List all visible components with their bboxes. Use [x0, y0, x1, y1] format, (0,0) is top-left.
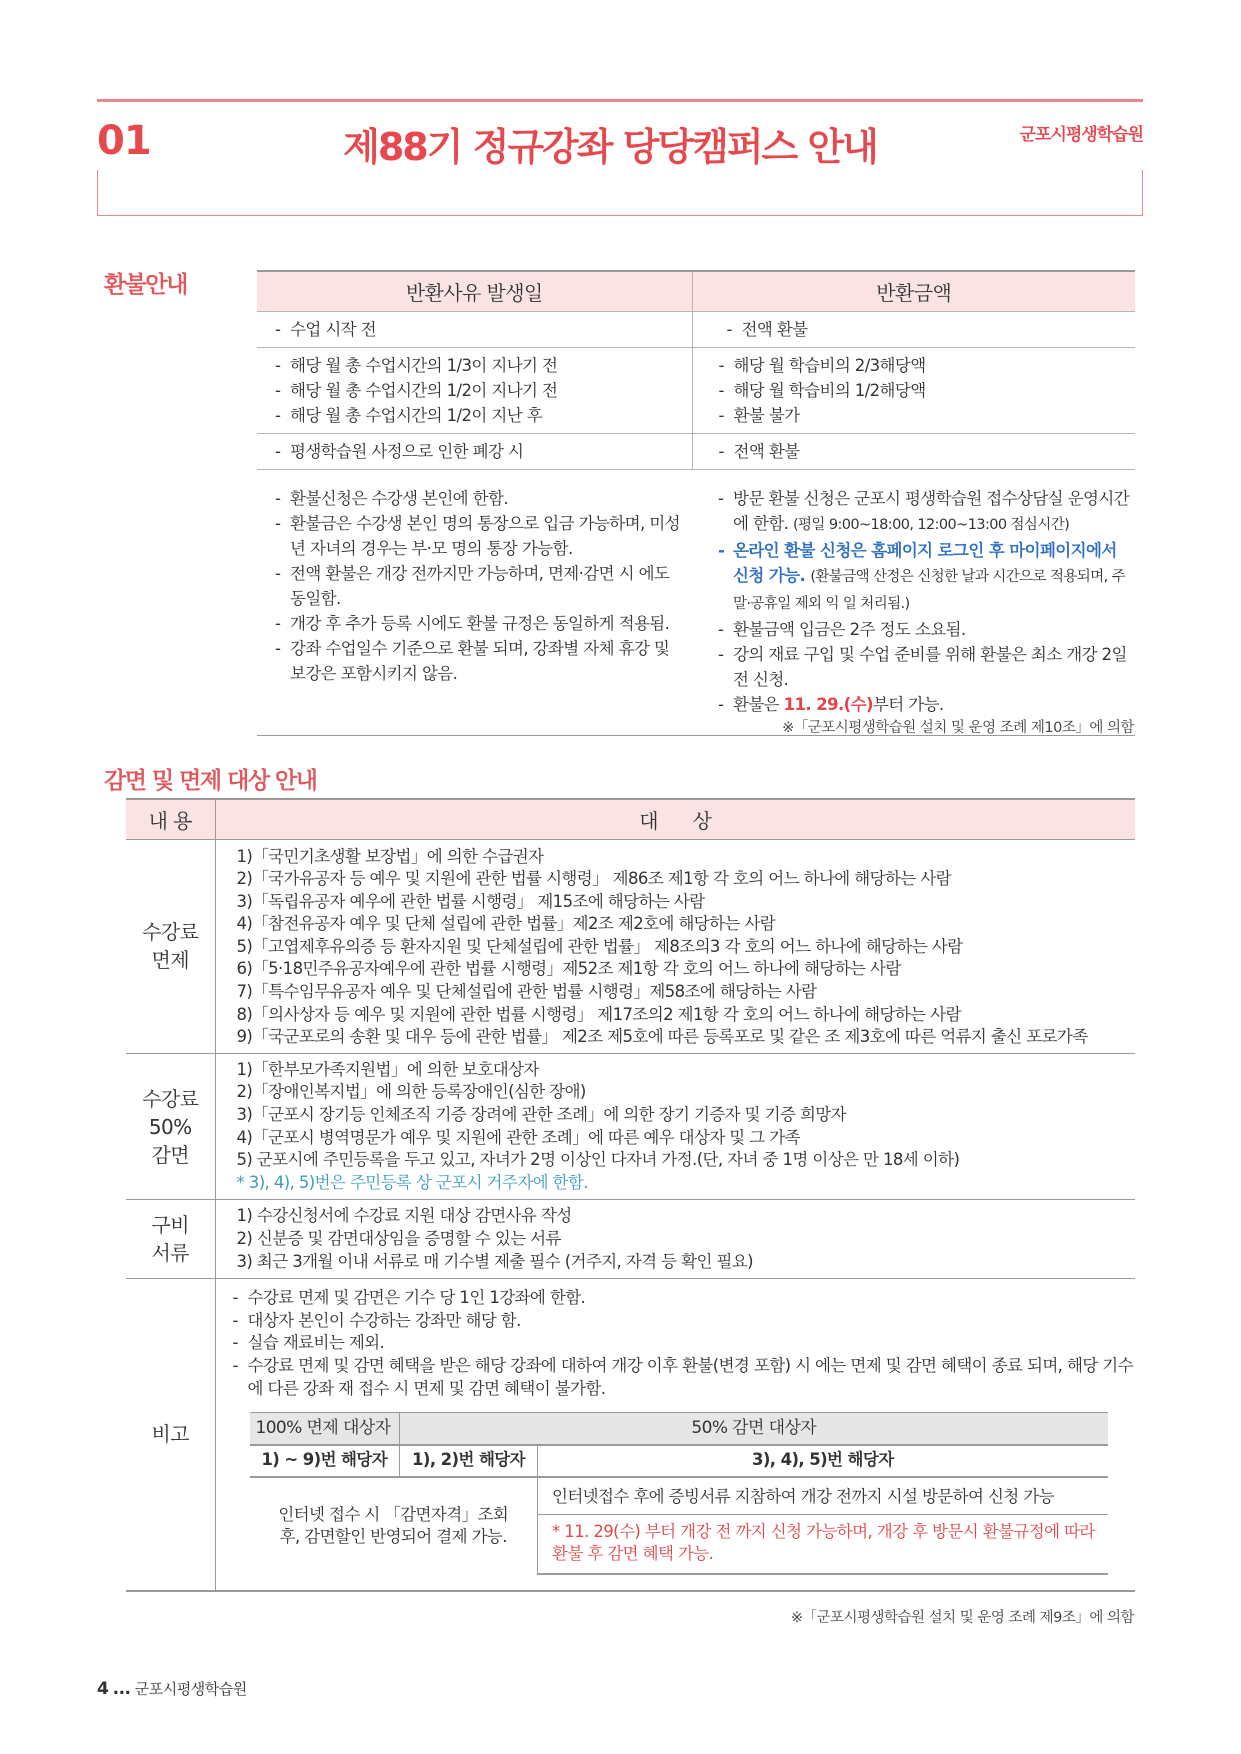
refund-cell: - 해당 월 총 수업시간의 1/2이 지난 후: [275, 403, 692, 428]
refund-cell: - 전액 환불: [727, 317, 1136, 342]
inner-online: 인터넷 접수 시 「감면자격」조회 후, 감면할인 반영되어 결제 가능.: [250, 1477, 538, 1574]
refund-note: - 강의 재료 구입 및 수업 준비를 위해 환불은 최소 개강 2일 전 신청.: [718, 642, 1135, 692]
discount-row-exempt: [126, 839, 1135, 1053]
refund-note-online: - 온라인 환불 신청은 홈페이지 로그인 후 마이페이지에서 신청 가능. (환불금액 산정은 신청한 날과 시간으로 적용되며, 주말·공휴일 제외 익 일 처리됨.): [718, 538, 1135, 617]
remark-item: - 수강료 면제 및 감면은 기수 당 1인 1강좌에 한함.: [233, 1287, 1136, 1310]
refund-cell: - 환불 불가: [719, 403, 1136, 428]
discount-row-half: [126, 1053, 1135, 1200]
refund-notes-row: [257, 469, 1135, 735]
docs-item: 1) 수강신청서에 수강료 지원 대상 감면사유 작성: [236, 1206, 572, 1226]
refund-cell: - 해당 월 총 수업시간의 1/3이 지나기 전: [275, 353, 692, 378]
discount-header-row: [126, 799, 1135, 839]
inner-sub-half-b: 3), 4), 5)번 해당자: [538, 1445, 1108, 1477]
refund-cell: - 해당 월 총 수업시간의 1/2이 지나기 전: [275, 378, 692, 403]
refund-cell: - 해당 월 학습비의 1/2해당액: [719, 378, 1136, 403]
inner-sub-full: 1) ~ 9)번 해당자: [250, 1445, 400, 1477]
refund-note: - 강좌 수업일수 기준으로 환불 되며, 강좌별 자체 휴강 및 보강은 포함시키지 않음.: [275, 636, 682, 686]
half-item: 3)「군포시 장기등 인체조직 기증 장려에 관한 조례」에 의한 장기 기증자 및 기증 희망자: [236, 1105, 846, 1125]
half-item: 1)「한부모가족지원법」에 의한 보호대상자: [236, 1059, 539, 1079]
refund-note-date: - 환불은 11. 29.(수)부터 가능.: [718, 692, 1135, 717]
footer-dots: ...: [112, 1679, 131, 1699]
inner-visit-note: * 11. 29(수) 부터 개강 전 까지 신청 가능하며, 개강 후 방문시 환불규정에 따라 환불 후 감면 혜택 가능.: [538, 1514, 1108, 1574]
half-item: 2)「장애인복지법」에 의한 등록장애인(심한 장애): [236, 1082, 586, 1102]
refund-note: - 환불신청은 수강생 본인에 한함.: [275, 486, 682, 511]
exempt-label: 수강료 면제: [126, 839, 215, 1053]
exempt-item: 6)「5·18민주유공자예우에 관한 법률 시행령」제52조 제1항 각 호의 어느 하나에 해당하는 사람: [236, 959, 901, 979]
exempt-item: 9)「국군포로의 송환 및 대우 등에 관한 법률」 제2조 제5호에 따른 등록포로 및 같은 조 제3호에 따른 억류지 출신 포로가족: [236, 1027, 1088, 1047]
discount-source: ※「군포시평생학습원 설치 및 운영 조례 제9조」에 의함: [790, 1610, 1134, 1626]
docs-item: 2) 신분증 및 감면대상임을 증명할 수 있는 서류: [236, 1229, 561, 1248]
half-item: 4)「군포시 병역명문가 예우 및 지원에 관한 조례」에 따른 예우 대상자 및 그 가족: [236, 1127, 800, 1147]
refund-cell: - 평생학습원 사정으로 인한 폐강 시: [275, 439, 692, 464]
exempt-item: 8)「의사상자 등 예우 및 지원에 관한 법률 시행령」 제17조의2 제1항 각 호의 어느 하나에 해당하는 사람: [236, 1004, 961, 1024]
half-note: * 3), 4), 5)번은 주민등록 상 군포시 거주자에 한함.: [236, 1172, 588, 1192]
remark-label: 비고: [126, 1279, 215, 1591]
exempt-item: 3)「독립유공자 예우에 관한 법률 시행령」 제15조에 해당하는 사람: [236, 891, 705, 911]
section-number: 01: [97, 118, 151, 164]
inner-visit: 인터넷접수 후에 증빙서류 지참하여 개강 전까지 시설 방문하여 신청 가능: [538, 1477, 1108, 1515]
refund-note: - 방문 환불 신청은 군포시 평생학습원 접수상담실 운영시간에 한함. (평일 9:00~18:00, 12:00~13:00 점심시간): [718, 486, 1135, 538]
discount-col-content: 내 용: [126, 799, 215, 839]
refund-section-title: 환불안내: [104, 272, 187, 298]
refund-row: [257, 433, 1135, 469]
exempt-item: 7)「특수임무유공자 예우 및 단체설립에 관한 법률 시행령」제58조에 해당하는 사람: [236, 982, 817, 1002]
remark-detail-table: [250, 1412, 1108, 1575]
exempt-item: 2)「국가유공자 등 예우 및 지원에 관한 법률 시행령」 제86조 제1항 각 호의 어느 하나에 해당하는 사람: [236, 869, 951, 889]
remark-item: - 수강료 면제 및 감면 혜택을 받은 해당 강좌에 대하여 개강 이후 환불(변경 포함) 시 에는 면제 및 감면 혜택이 종료 되며, 해당 기수에 다른 강좌 재 접수 시 면제 및 감면 혜택이 불가함.: [233, 1355, 1136, 1400]
header-frame: [97, 170, 1143, 216]
refund-header-row: [257, 271, 1135, 311]
refund-note: - 개강 후 추가 등록 시에도 환불 규정은 동일하게 적용됨.: [275, 611, 682, 636]
discount-row-docs: [126, 1200, 1135, 1279]
refund-note: - 전액 환불은 개강 전까지만 가능하며, 면제·감면 시 에도 동일함.: [275, 561, 682, 611]
half-label: 수강료 50% 감면: [126, 1053, 215, 1200]
refund-row: [257, 311, 1135, 347]
exempt-item: 1)「국민기초생활 보장법」에 의한 수급권자: [236, 846, 544, 866]
docs-item: 3) 최근 3개월 이내 서류로 매 기수별 제출 필수 (거주지, 자격 등 확인 필요): [236, 1251, 753, 1271]
exempt-item: 4)「참전유공자 예우 및 단체 설립에 관한 법률」제2조 제2호에 해당하는 사람: [236, 914, 776, 934]
refund-cell: - 전액 환불: [719, 439, 1136, 464]
refund-cell: - 수업 시작 전: [275, 317, 692, 342]
inner-col-full: 100% 면제 대상자: [250, 1413, 400, 1445]
header-org: 군포시평생학습원: [1019, 125, 1143, 145]
inner-header-row: [250, 1413, 1108, 1445]
refund-note: - 환불금액 입금은 2주 정도 소요됨.: [718, 617, 1135, 642]
page-footer: [97, 1678, 247, 1699]
discount-col-target: 대 상: [215, 799, 1135, 839]
discount-table: [126, 798, 1135, 1592]
remark-item: - 실습 재료비는 제외.: [233, 1332, 1136, 1355]
discount-section-title: 감면 및 면제 대상 안내: [104, 768, 317, 794]
docs-label: 구비 서류: [126, 1200, 215, 1279]
inner-row: [250, 1477, 1108, 1515]
page-title: 제88기 정규강좌 당당캠퍼스 안내: [343, 125, 877, 169]
refund-col-amount: 반환금액: [692, 271, 1135, 311]
inner-sub-half-a: 1), 2)번 해당자: [400, 1445, 538, 1477]
refund-note: - 환불금은 수강생 본인 명의 통장으로 입금 가능하며, 미성년 자녀의 경우는 부·모 명의 통장 가능함.: [275, 511, 682, 561]
half-item: 5) 군포시에 주민등록을 두고 있고, 자녀가 2명 이상인 다자녀 가정.(단, 자녀 중 1명 이상은 만 18세 이하): [236, 1150, 960, 1170]
inner-sub-row: [250, 1445, 1108, 1477]
refund-cell: - 해당 월 학습비의 2/3해당액: [719, 353, 1136, 378]
refund-table: [257, 270, 1135, 736]
page-number: 4: [97, 1679, 109, 1699]
inner-col-half: 50% 감면 대상자: [400, 1413, 1108, 1445]
discount-row-remark: [126, 1279, 1135, 1591]
exempt-item: 5)「고엽제후유의증 등 환자지원 및 단체설립에 관한 법률」 제8조의3 각 호의 어느 하나에 해당하는 사람: [236, 936, 963, 956]
refund-col-date: 반환사유 발생일: [257, 271, 692, 311]
header-top-rule: [97, 99, 1143, 102]
footer-org: 군포시평생학습원: [134, 1680, 247, 1698]
remark-item: - 대상자 본인이 수강하는 강좌만 해당 함.: [233, 1310, 1136, 1333]
refund-source: ※「군포시평생학습원 설치 및 운영 조례 제10조」에 의함: [782, 720, 1134, 736]
refund-row: [257, 347, 1135, 433]
